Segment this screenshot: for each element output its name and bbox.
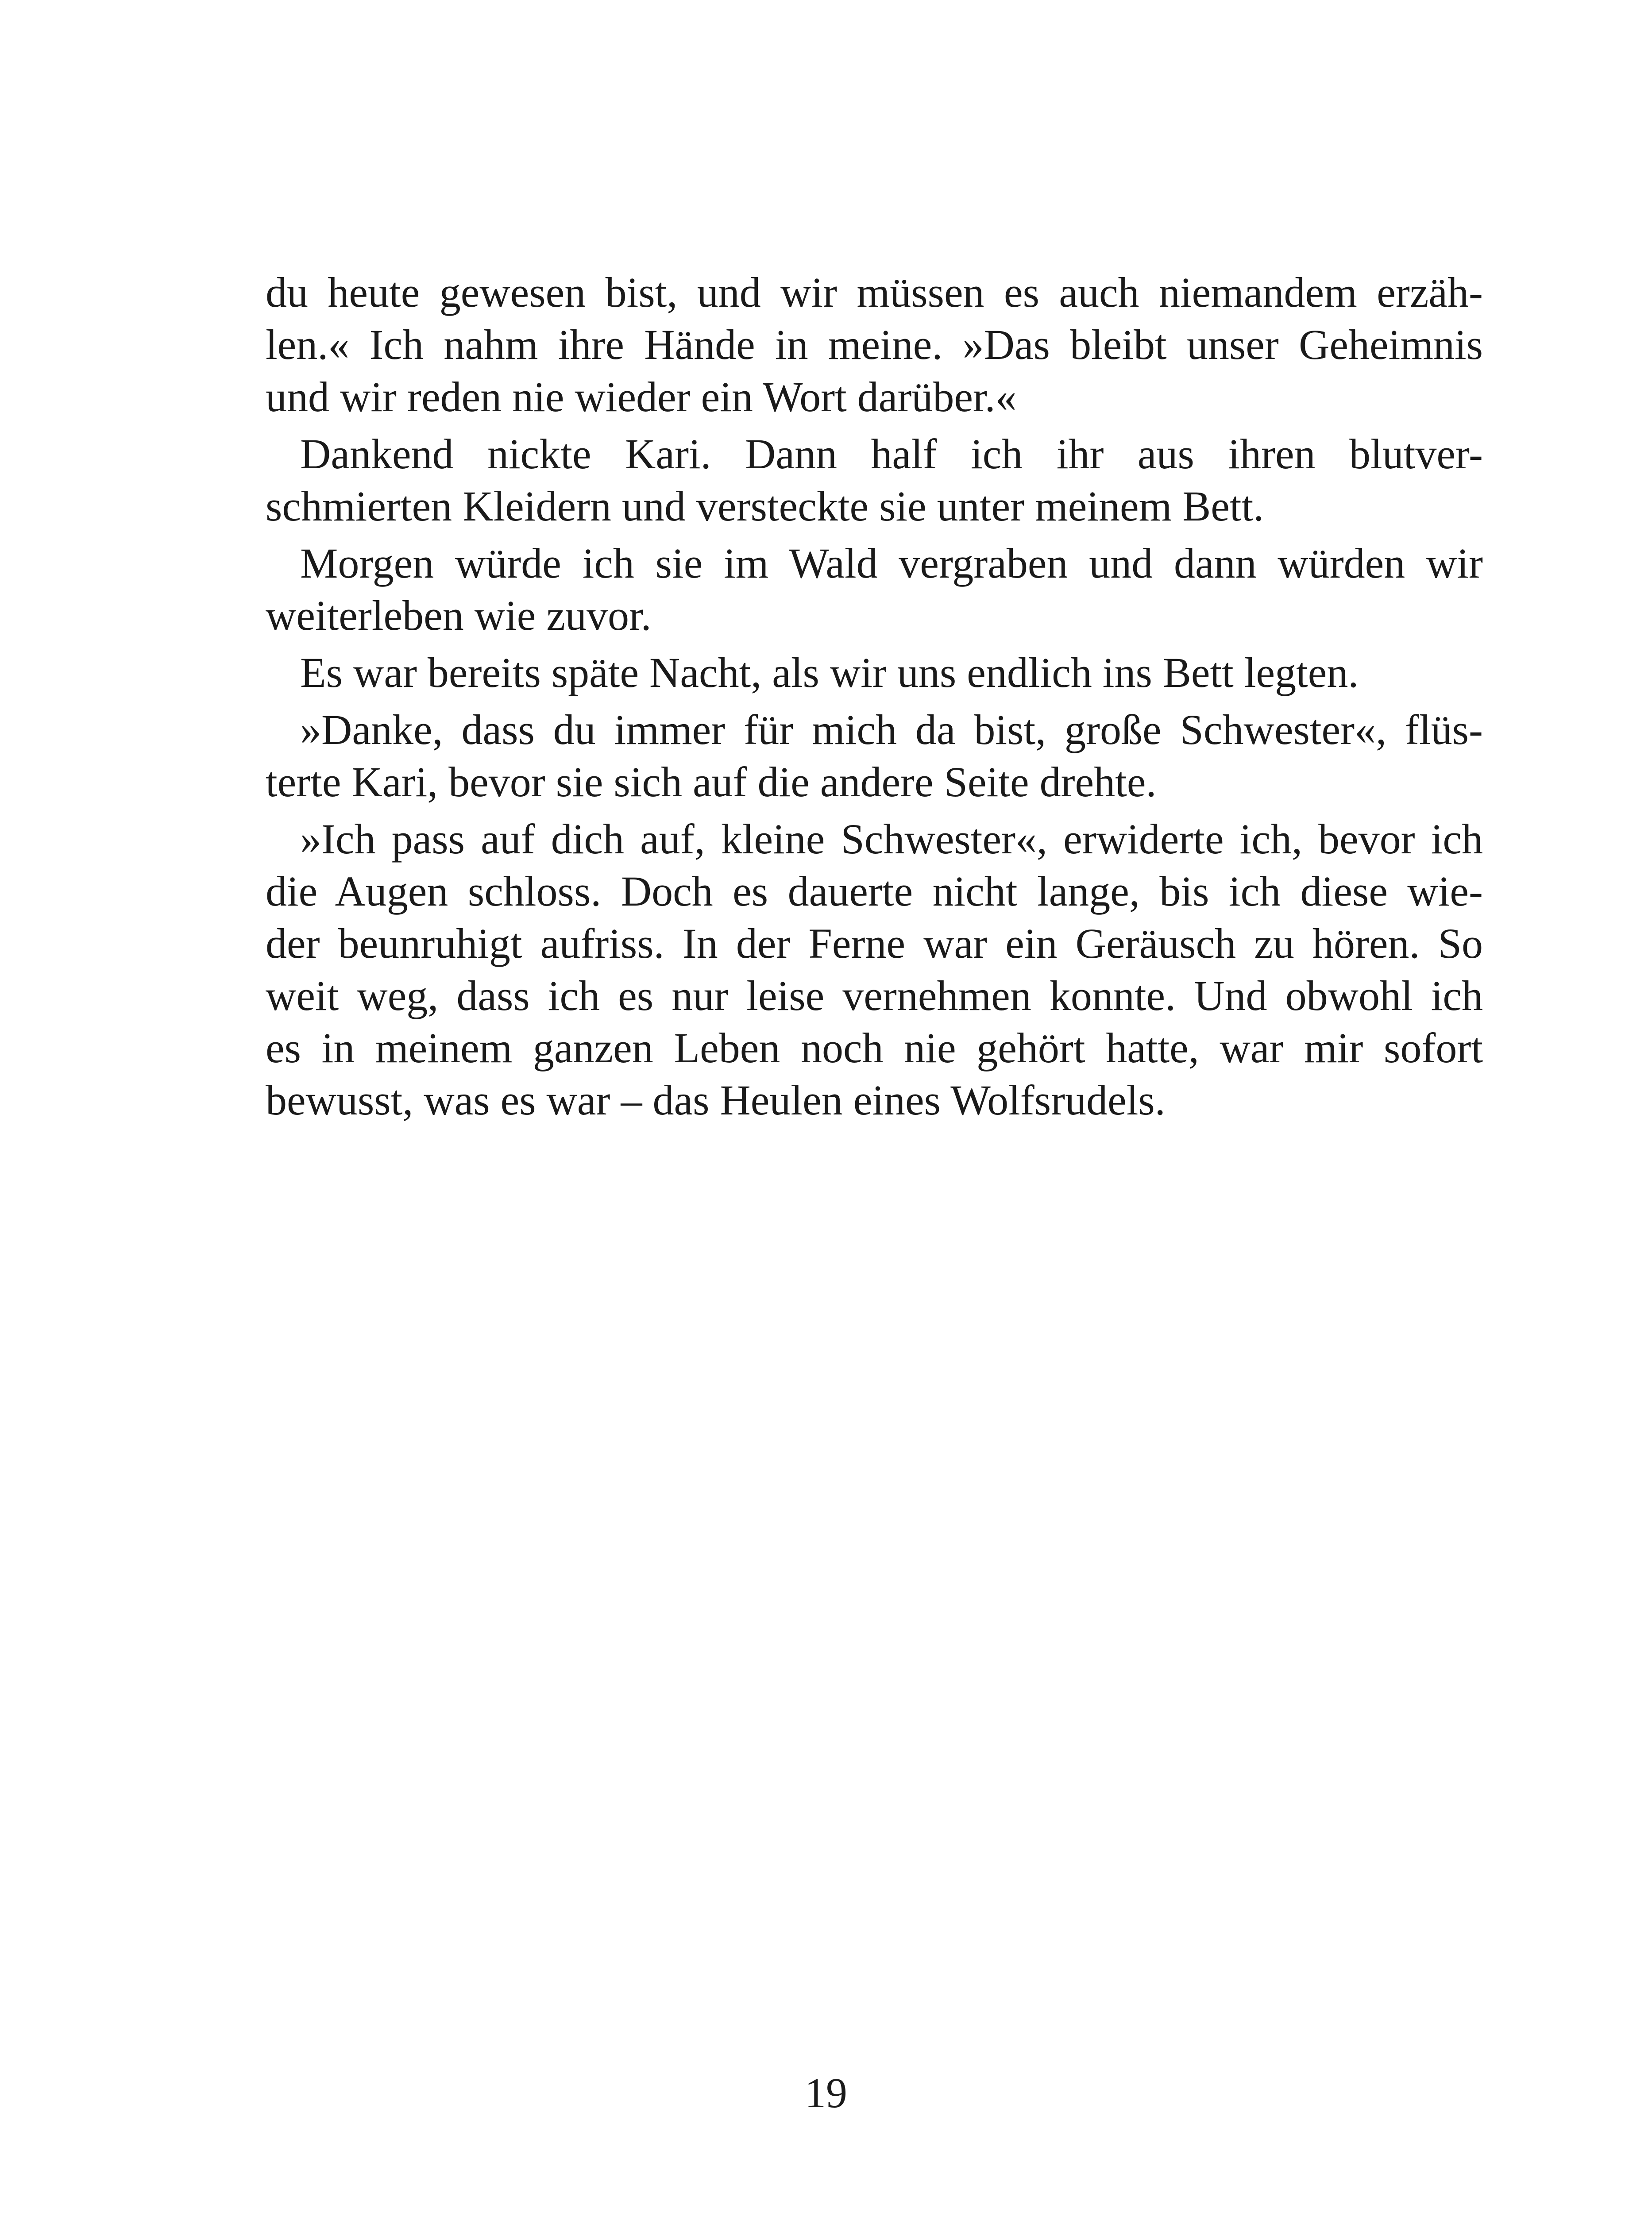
page-number: 19 bbox=[805, 2069, 847, 2117]
body-text bbox=[266, 266, 1483, 1126]
text-line: bewusst, was es war – das Heulen eines Wolfsrudels. bbox=[266, 1076, 1166, 1124]
text-line: terte Kari, bevor sie sich auf die andere Seite drehte. bbox=[266, 758, 1157, 806]
text-line: und wir reden nie wieder ein Wort darüber.« bbox=[266, 373, 1017, 420]
text-line: es in meinem ganzen Leben noch nie gehört hatte, war mir sofort bbox=[266, 1024, 1483, 1072]
paragraph bbox=[266, 813, 1483, 1126]
text-line: Es war bereits späte Nacht, als wir uns endlich ins Bett legten. bbox=[300, 649, 1359, 696]
paragraph bbox=[266, 647, 1483, 699]
text-line: »Danke, dass du immer für mich da bist, große Schwester«, flüs- bbox=[300, 706, 1483, 753]
text-line: der beunruhigt aufriss. In der Ferne war ein Geräusch zu hören. So bbox=[266, 920, 1483, 967]
paragraph bbox=[266, 537, 1483, 642]
paragraph bbox=[266, 266, 1483, 423]
text-line: len.« Ich nahm ihre Hände in meine. »Das bleibt unser Geheimnis bbox=[266, 321, 1483, 368]
paragraph bbox=[266, 428, 1483, 532]
text-line: weiterleben wie zuvor. bbox=[266, 592, 652, 639]
text-line: Dankend nickte Kari. Dann half ich ihr aus ihren blutver- bbox=[300, 430, 1483, 478]
paragraph bbox=[266, 704, 1483, 808]
text-line: Morgen würde ich sie im Wald vergraben und dann würden wir bbox=[300, 540, 1483, 587]
text-line: schmierten Kleidern und versteckte sie unter meinem Bett. bbox=[266, 482, 1264, 530]
text-line: die Augen schloss. Doch es dauerte nicht lange, bis ich diese wie- bbox=[266, 867, 1483, 915]
text-line: »Ich pass auf dich auf, kleine Schwester«, erwiderte ich, bevor ich bbox=[300, 815, 1483, 863]
text-line: weit weg, dass ich es nur leise vernehmen konnte. Und obwohl ich bbox=[266, 972, 1483, 1019]
text-line: du heute gewesen bist, und wir müssen es auch niemandem erzäh- bbox=[266, 269, 1483, 316]
